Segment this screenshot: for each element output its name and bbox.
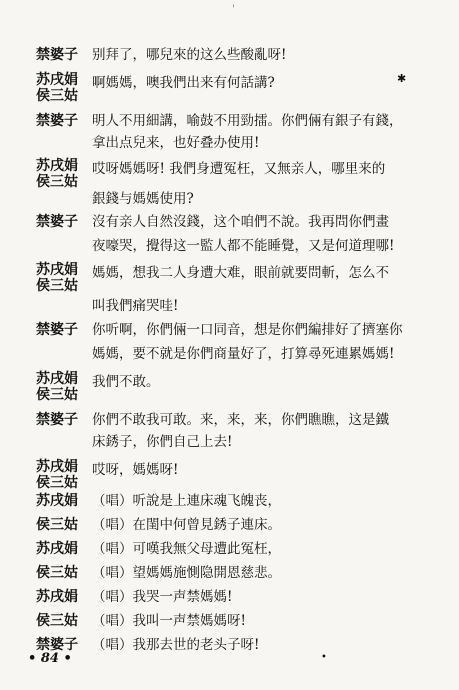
dialogue-line: 銀錢与媽媽使用? (92, 191, 194, 207)
star-mark: ✱ (397, 72, 407, 85)
speaker-label: 侯三姑 (36, 565, 78, 581)
dialogue-line: 明人不用細講，喻鼓不用勁擂。你們倆有銀子有錢， (92, 113, 403, 129)
dialogue-line: （唱）我叫一声禁媽媽呀! (92, 613, 246, 629)
speaker-label: 苏戌娟 (36, 589, 78, 605)
dialogue-line: 你听啊，你們倆一口同音，想是你們編排好了擠塞你 (92, 322, 403, 338)
speaker-label: 苏戌娟 侯三姑 (36, 459, 78, 491)
speaker-label: 侯三姑 (36, 613, 78, 629)
dialogue-line: 拿出点兒来，也好叠办使用! (92, 135, 260, 151)
page-number: • 84 • (28, 651, 72, 666)
dialogue-line: 我們不敢。 (92, 374, 160, 390)
speaker-label: 禁婆子 (36, 637, 78, 653)
dialogue-line: 床銹子，你們自己上去! (92, 434, 233, 450)
dialogue-line: 别拜了，哪兒來的这么些酸亂呀! (92, 47, 287, 63)
dot-mark: • (321, 652, 327, 663)
dialogue-line: 媽媽，想我二人身遭大难，眼前就要問斬，怎么不 (92, 265, 389, 281)
speaker-label: 苏戌娟 (36, 493, 78, 509)
dialogue-line: 你們不敢我可敢。来，来，来，你們瞧瞧，这是鐵 (92, 412, 389, 428)
dialogue-line: 夜嚎哭，攪得这一監人都不能睡覺，又是何道理哪! (92, 238, 395, 254)
speaker-label: 苏戌娟 侯三姑 (36, 262, 78, 294)
dialogue-line: （唱）我哭一声禁媽媽! (92, 589, 233, 605)
speaker-label: 苏戌娟 侯三姑 (36, 158, 78, 190)
dialogue-line: 叫我們痛哭哇! (92, 298, 179, 314)
dialogue-line: （唱）我那去世的老头子呀! (92, 637, 260, 653)
speaker-label: 苏戌娟 侯三姑 (36, 72, 78, 104)
dialogue-line: 哎呀，媽媽呀! (92, 462, 179, 478)
speaker-label: 禁婆子 (36, 113, 78, 129)
dialogue-line: （唱）听說是上連床魂飞魄丧， (92, 493, 281, 509)
dialogue-line: 哎呀媽媽呀! 我們身遭冤枉，又無亲人，哪里来的 (92, 161, 386, 177)
dialogue-line: （唱）望媽媽施惻隐開恩慈悲。 (92, 565, 281, 581)
dialogue-line: （唱）可嘆我無父母遭此冤枉， (92, 541, 281, 557)
speaker-label: 禁婆子 (36, 47, 78, 63)
speaker-label: 苏戌娟 侯三姑 (36, 371, 78, 403)
top-mark: ' (232, 4, 235, 15)
speaker-label: 侯三姑 (36, 517, 78, 533)
dialogue-line: （唱）在閨中何曾見銹子連床。 (92, 517, 281, 533)
speaker-label: 禁婆子 (36, 322, 78, 338)
speaker-label: 苏戌娟 (36, 541, 78, 557)
dialogue-line: 媽媽，要不就是你們商量好了，打算尋死連累媽媽! (92, 346, 395, 362)
speaker-label: 禁婆子 (36, 412, 78, 428)
dialogue-line: 沒有亲人自然沒錢，这个咱們不說。我再問你們畫 (92, 214, 389, 230)
dialogue-line: 啊媽媽，噢我們出来有何話講? (92, 75, 275, 91)
speaker-label: 禁婆子 (36, 214, 78, 230)
